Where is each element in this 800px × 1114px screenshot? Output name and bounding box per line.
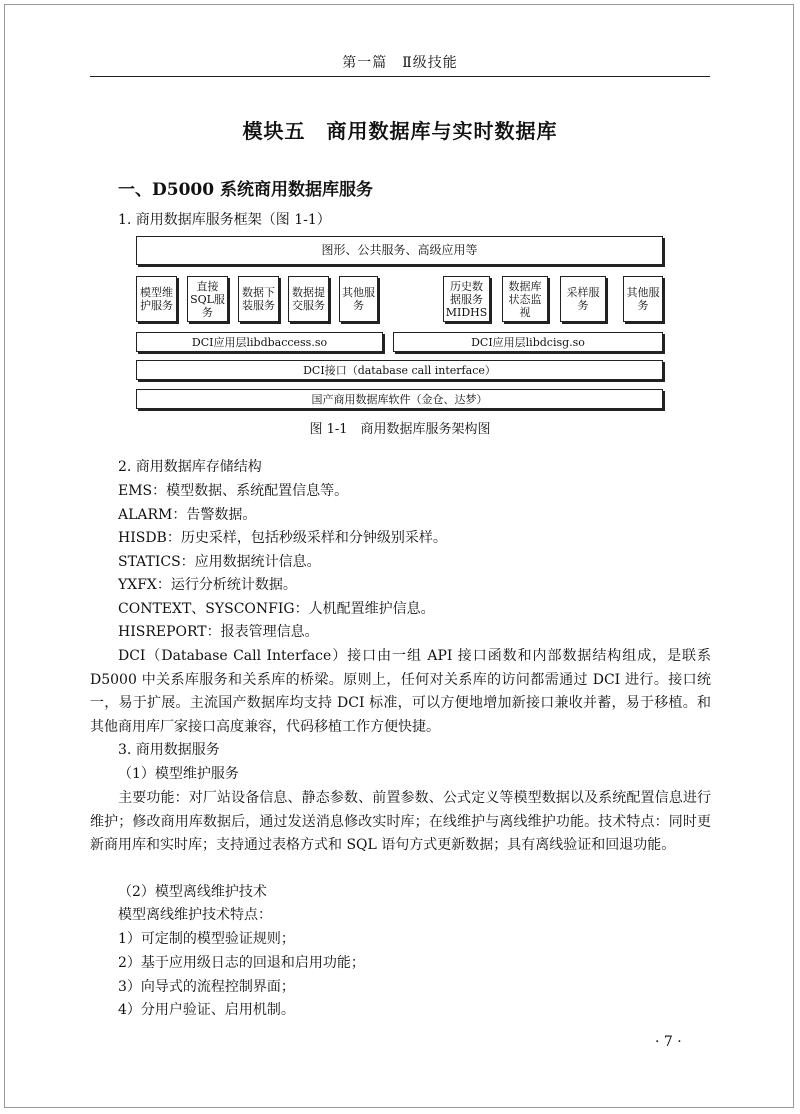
- sub2-heading: 2. 商用数据库存储结构: [118, 459, 262, 475]
- item1-heading: （1）模型维护服务: [118, 766, 239, 782]
- storage-item: EMS：模型数据、系统配置信息等。: [118, 483, 349, 499]
- diagram-service-sampling: 采样服务: [560, 276, 606, 322]
- dci-paragraph-text: DCI（Database Call Interface）接口由一组 API 接口函数和内部数据结构组成，是联系 D5000 中关系库服务和关系库的桥梁。原则上，任何对关系库的访问都需通过 DCI 进行。接口统一，易于扩展。主流国产数据库均支持 DCI 标准，可以方便地增加新接口兼收并蓄，易于移植。和其他商用库厂家接口高度兼容，代码移植工作方便快捷。: [90, 648, 711, 735]
- diagram-top-layer: 图形、公共服务、高级应用等: [136, 236, 663, 265]
- dci-paragraph: [90, 645, 711, 739]
- storage-item: STATICS：应用数据统计信息。: [118, 554, 321, 570]
- item2-point: 1）可定制的模型验证规则；: [118, 931, 295, 947]
- diagram-service-model-maintenance: 模型维护服务: [136, 276, 177, 322]
- diagram-domestic-db: 国产商用数据库软件（金仓、达梦）: [136, 389, 663, 409]
- item1-paragraph: [90, 787, 711, 858]
- section-title: 一、D5000 系统商用数据库服务: [118, 180, 373, 200]
- diagram-service-db-status-monitor: 数据库状态监视: [502, 276, 548, 322]
- storage-item: ALARM：告警数据。: [118, 507, 257, 523]
- running-header: 第一篇 Ⅱ级技能: [342, 55, 458, 71]
- sub1-heading: 1. 商用数据库服务框架（图 1-1）: [118, 212, 331, 228]
- figure-caption: 图 1-1 商用数据库服务架构图: [309, 422, 491, 437]
- diagram-dci-app-layer-left: DCI应用层libdbaccess.so: [136, 332, 383, 352]
- item1-paragraph-text: 主要功能：对厂站设备信息、静态参数、前置参数、公式定义等模型数据以及系统配置信息进行维护；修改商用库数据后，通过发送消息修改实时库；在线维护与离线维护功能。技术特点：同时更新商用库和实时库；支持通过表格方式和 SQL 语句方式更新数据；具有离线验证和回退功能。: [90, 790, 711, 853]
- item2-heading: （2）模型离线维护技术: [118, 884, 267, 900]
- diagram-service-history-midhs: 历史数据服务MIDHS: [443, 276, 490, 322]
- storage-item: CONTEXT、SYSCONFIG：人机配置维护信息。: [118, 601, 435, 617]
- diagram-dci-interface: DCI接口（database call interface）: [136, 360, 663, 380]
- diagram-service-other-left: 其他服务: [339, 276, 378, 322]
- item2-point: 3）向导式的流程控制界面；: [118, 979, 295, 995]
- page-number: · 7 ·: [655, 1034, 682, 1050]
- diagram-service-data-submit: 数据提交服务: [288, 276, 329, 322]
- item2-point: 2）基于应用级日志的回退和启用功能；: [118, 955, 365, 971]
- header-rule: [90, 76, 710, 77]
- storage-item: HISDB：历史采样，包括秒级采样和分钟级别采样。: [118, 530, 447, 546]
- diagram-service-data-download: 数据下装服务: [238, 276, 279, 322]
- storage-item: HISREPORT：报表管理信息。: [118, 624, 319, 640]
- diagram-service-other-right: 其他服务: [623, 276, 663, 322]
- module-title: 模块五 商用数据库与实时数据库: [242, 119, 558, 143]
- sub3-heading: 3. 商用数据服务: [118, 742, 220, 758]
- storage-item: YXFX：运行分析统计数据。: [118, 577, 297, 593]
- item2-intro: 模型离线维护技术特点：: [118, 907, 272, 923]
- diagram-dci-app-layer-right: DCI应用层libdcisg.so: [393, 332, 663, 352]
- diagram-service-direct-sql: 直接SQL服务: [187, 276, 228, 322]
- item2-point: 4）分用户验证、启用机制。: [118, 1002, 295, 1018]
